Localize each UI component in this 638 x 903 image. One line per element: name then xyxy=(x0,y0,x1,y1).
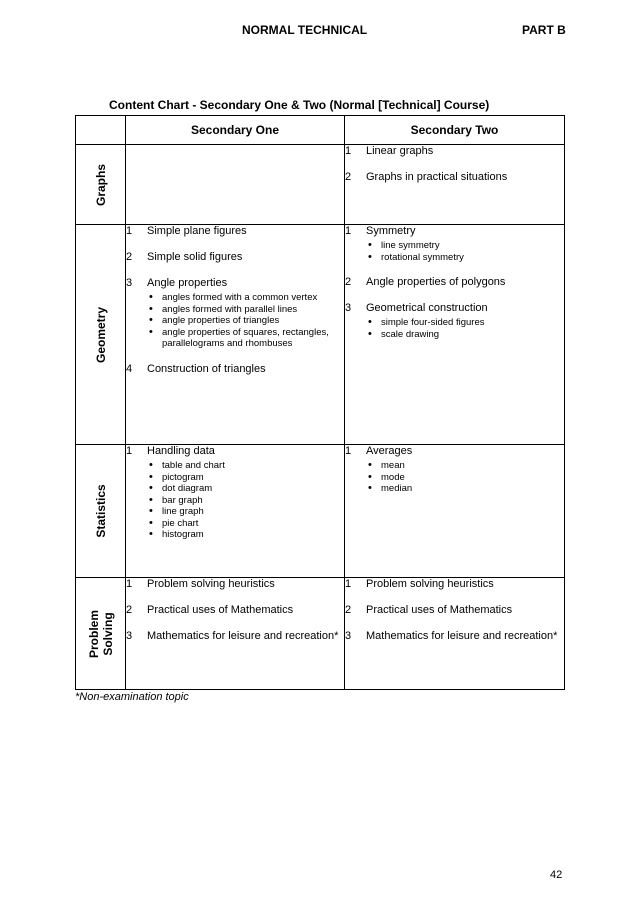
topic-item xyxy=(126,578,344,591)
topic-number: 2 xyxy=(345,604,352,616)
row-label-cell xyxy=(76,445,126,578)
topic-item xyxy=(345,276,564,289)
cell-secondary-two xyxy=(345,145,565,225)
topic-text: Problem solving heuristics xyxy=(147,578,275,590)
row-geometry xyxy=(76,225,565,445)
topic-body xyxy=(147,578,344,591)
topic-text: Symmetry xyxy=(366,225,416,237)
subtopic-list xyxy=(366,317,564,340)
topic-text: Angle properties xyxy=(147,277,228,289)
topic-item xyxy=(126,277,344,350)
subtopic-item: • angles formed with parallel lines xyxy=(147,304,344,316)
cell-secondary-two xyxy=(345,225,565,445)
content-chart-title: Content Chart - Secondary One & Two (Normal [Technical] Course) xyxy=(109,98,490,112)
topic-item xyxy=(345,445,564,495)
row-graphs xyxy=(76,145,565,225)
subtopic-item: • angle properties of squares, rectangles, parallelograms and rhombuses xyxy=(147,327,344,350)
topic-item xyxy=(345,302,564,340)
row-label-cell xyxy=(76,145,126,225)
topic-number: 3 xyxy=(345,302,352,314)
topic-body xyxy=(147,630,344,643)
subtopic-item: • angles formed with a common vertex xyxy=(147,292,344,304)
subtopic-item: • pie chart xyxy=(147,518,344,530)
topic-number: 1 xyxy=(345,225,352,237)
topic-body xyxy=(366,578,564,591)
topic-body xyxy=(366,445,564,495)
topic-body xyxy=(147,251,344,264)
topic-text: Practical uses of Mathematics xyxy=(147,604,294,616)
topic-body xyxy=(147,277,344,350)
subtopic-item: • line graph xyxy=(147,506,344,518)
row-label-cell xyxy=(76,225,126,445)
cell-secondary-two xyxy=(345,445,565,578)
topic-body xyxy=(366,171,564,184)
subtopic-item: • table and chart xyxy=(147,460,344,472)
topic-number: 1 xyxy=(345,578,352,590)
cell-secondary-two xyxy=(345,578,565,690)
cell-secondary-one xyxy=(126,145,345,225)
running-header-part: PART B xyxy=(522,23,566,37)
topic-body xyxy=(366,145,564,158)
row-label-statistics: Statistics xyxy=(93,484,108,538)
topic-body xyxy=(147,225,344,238)
subtopic-item: • dot diagram xyxy=(147,483,344,495)
subtopic-list xyxy=(147,292,344,350)
footnote: *Non-examination topic xyxy=(75,691,189,703)
topic-number: 3 xyxy=(126,277,133,289)
topic-item xyxy=(126,630,344,643)
topic-text: Simple solid figures xyxy=(147,251,243,263)
cell-secondary-one xyxy=(126,578,345,690)
corner-cell xyxy=(76,116,126,145)
topic-body xyxy=(366,302,564,340)
row-statistics xyxy=(76,445,565,578)
topic-text: Averages xyxy=(366,445,413,457)
topic-item xyxy=(345,171,564,184)
topic-text: Mathematics for leisure and recreation* xyxy=(147,630,339,642)
row-label-line: Solving xyxy=(100,611,115,656)
row-label-geometry: Geometry xyxy=(93,306,108,363)
topic-text: Linear graphs xyxy=(366,145,434,157)
topic-body xyxy=(147,445,344,541)
topic-text: Simple plane figures xyxy=(147,225,247,237)
topic-text: Geometrical construction xyxy=(366,302,488,314)
topic-number: 2 xyxy=(345,276,352,288)
topic-number: 1 xyxy=(126,225,133,237)
subtopic-item: • rotational symmetry xyxy=(366,252,564,264)
row-label-cell xyxy=(76,578,126,690)
row-label-graphs: Graphs xyxy=(93,163,108,206)
topic-body xyxy=(366,604,564,617)
topic-number: 2 xyxy=(126,251,133,263)
topic-text: Angle properties of polygons xyxy=(366,276,506,288)
subtopic-item: • mean xyxy=(366,460,564,472)
topic-number: 2 xyxy=(126,604,133,616)
subtopic-item: • mode xyxy=(366,472,564,484)
topic-item xyxy=(345,225,564,263)
topic-body xyxy=(366,225,564,263)
row-problem-solving xyxy=(76,578,565,690)
topic-number: 4 xyxy=(126,362,133,375)
topic-number: 1 xyxy=(345,145,352,157)
topic-number: 1 xyxy=(126,578,133,590)
topic-number: 2 xyxy=(345,171,352,183)
subtopic-item: • median xyxy=(366,483,564,495)
subtopic-item: • simple four-sided figures xyxy=(366,317,564,329)
topic-body xyxy=(147,363,344,376)
topic-item xyxy=(345,145,564,158)
row-label-problem-solving xyxy=(87,609,115,657)
topic-item xyxy=(126,604,344,617)
table-header-row xyxy=(76,116,565,145)
content-chart-table xyxy=(75,115,565,690)
subtopic-list xyxy=(366,240,564,263)
topic-text: Construction of triangles xyxy=(147,362,266,375)
subtopic-item: • pictogram xyxy=(147,472,344,484)
topic-item xyxy=(126,251,344,264)
topic-item xyxy=(345,630,564,643)
topic-item xyxy=(345,578,564,591)
topic-body xyxy=(147,604,344,617)
cell-secondary-one xyxy=(126,225,345,445)
topic-text: Problem solving heuristics xyxy=(366,578,494,590)
subtopic-item: • angle properties of triangles xyxy=(147,315,344,327)
topic-text: Handling data xyxy=(147,445,215,457)
topic-item xyxy=(345,604,564,617)
subtopic-item: • histogram xyxy=(147,529,344,541)
topic-body xyxy=(366,276,564,289)
page-number: 42 xyxy=(550,869,563,881)
topic-item xyxy=(126,445,344,541)
row-label-line: Problem xyxy=(86,609,101,658)
topic-number: 1 xyxy=(345,445,352,457)
subtopic-item: • scale drawing xyxy=(366,329,564,341)
column-header-secondary-two: Secondary Two xyxy=(345,116,565,145)
subtopic-item: • bar graph xyxy=(147,495,344,507)
subtopic-item: • line symmetry xyxy=(366,240,564,252)
topic-text: Practical uses of Mathematics xyxy=(366,604,513,616)
topic-number: 3 xyxy=(345,630,352,642)
topic-item xyxy=(126,225,344,238)
topic-text: Mathematics for leisure and recreation* xyxy=(366,630,558,642)
column-header-secondary-one: Secondary One xyxy=(126,116,345,145)
topic-text: Graphs in practical situations xyxy=(366,171,508,183)
subtopic-list xyxy=(147,460,344,541)
topic-item xyxy=(126,363,344,376)
subtopic-list xyxy=(366,460,564,495)
topic-number: 1 xyxy=(126,445,133,457)
running-header-title: NORMAL TECHNICAL xyxy=(242,23,368,37)
cell-secondary-one xyxy=(126,445,345,578)
topic-number: 3 xyxy=(126,630,133,642)
topic-body xyxy=(366,630,564,643)
